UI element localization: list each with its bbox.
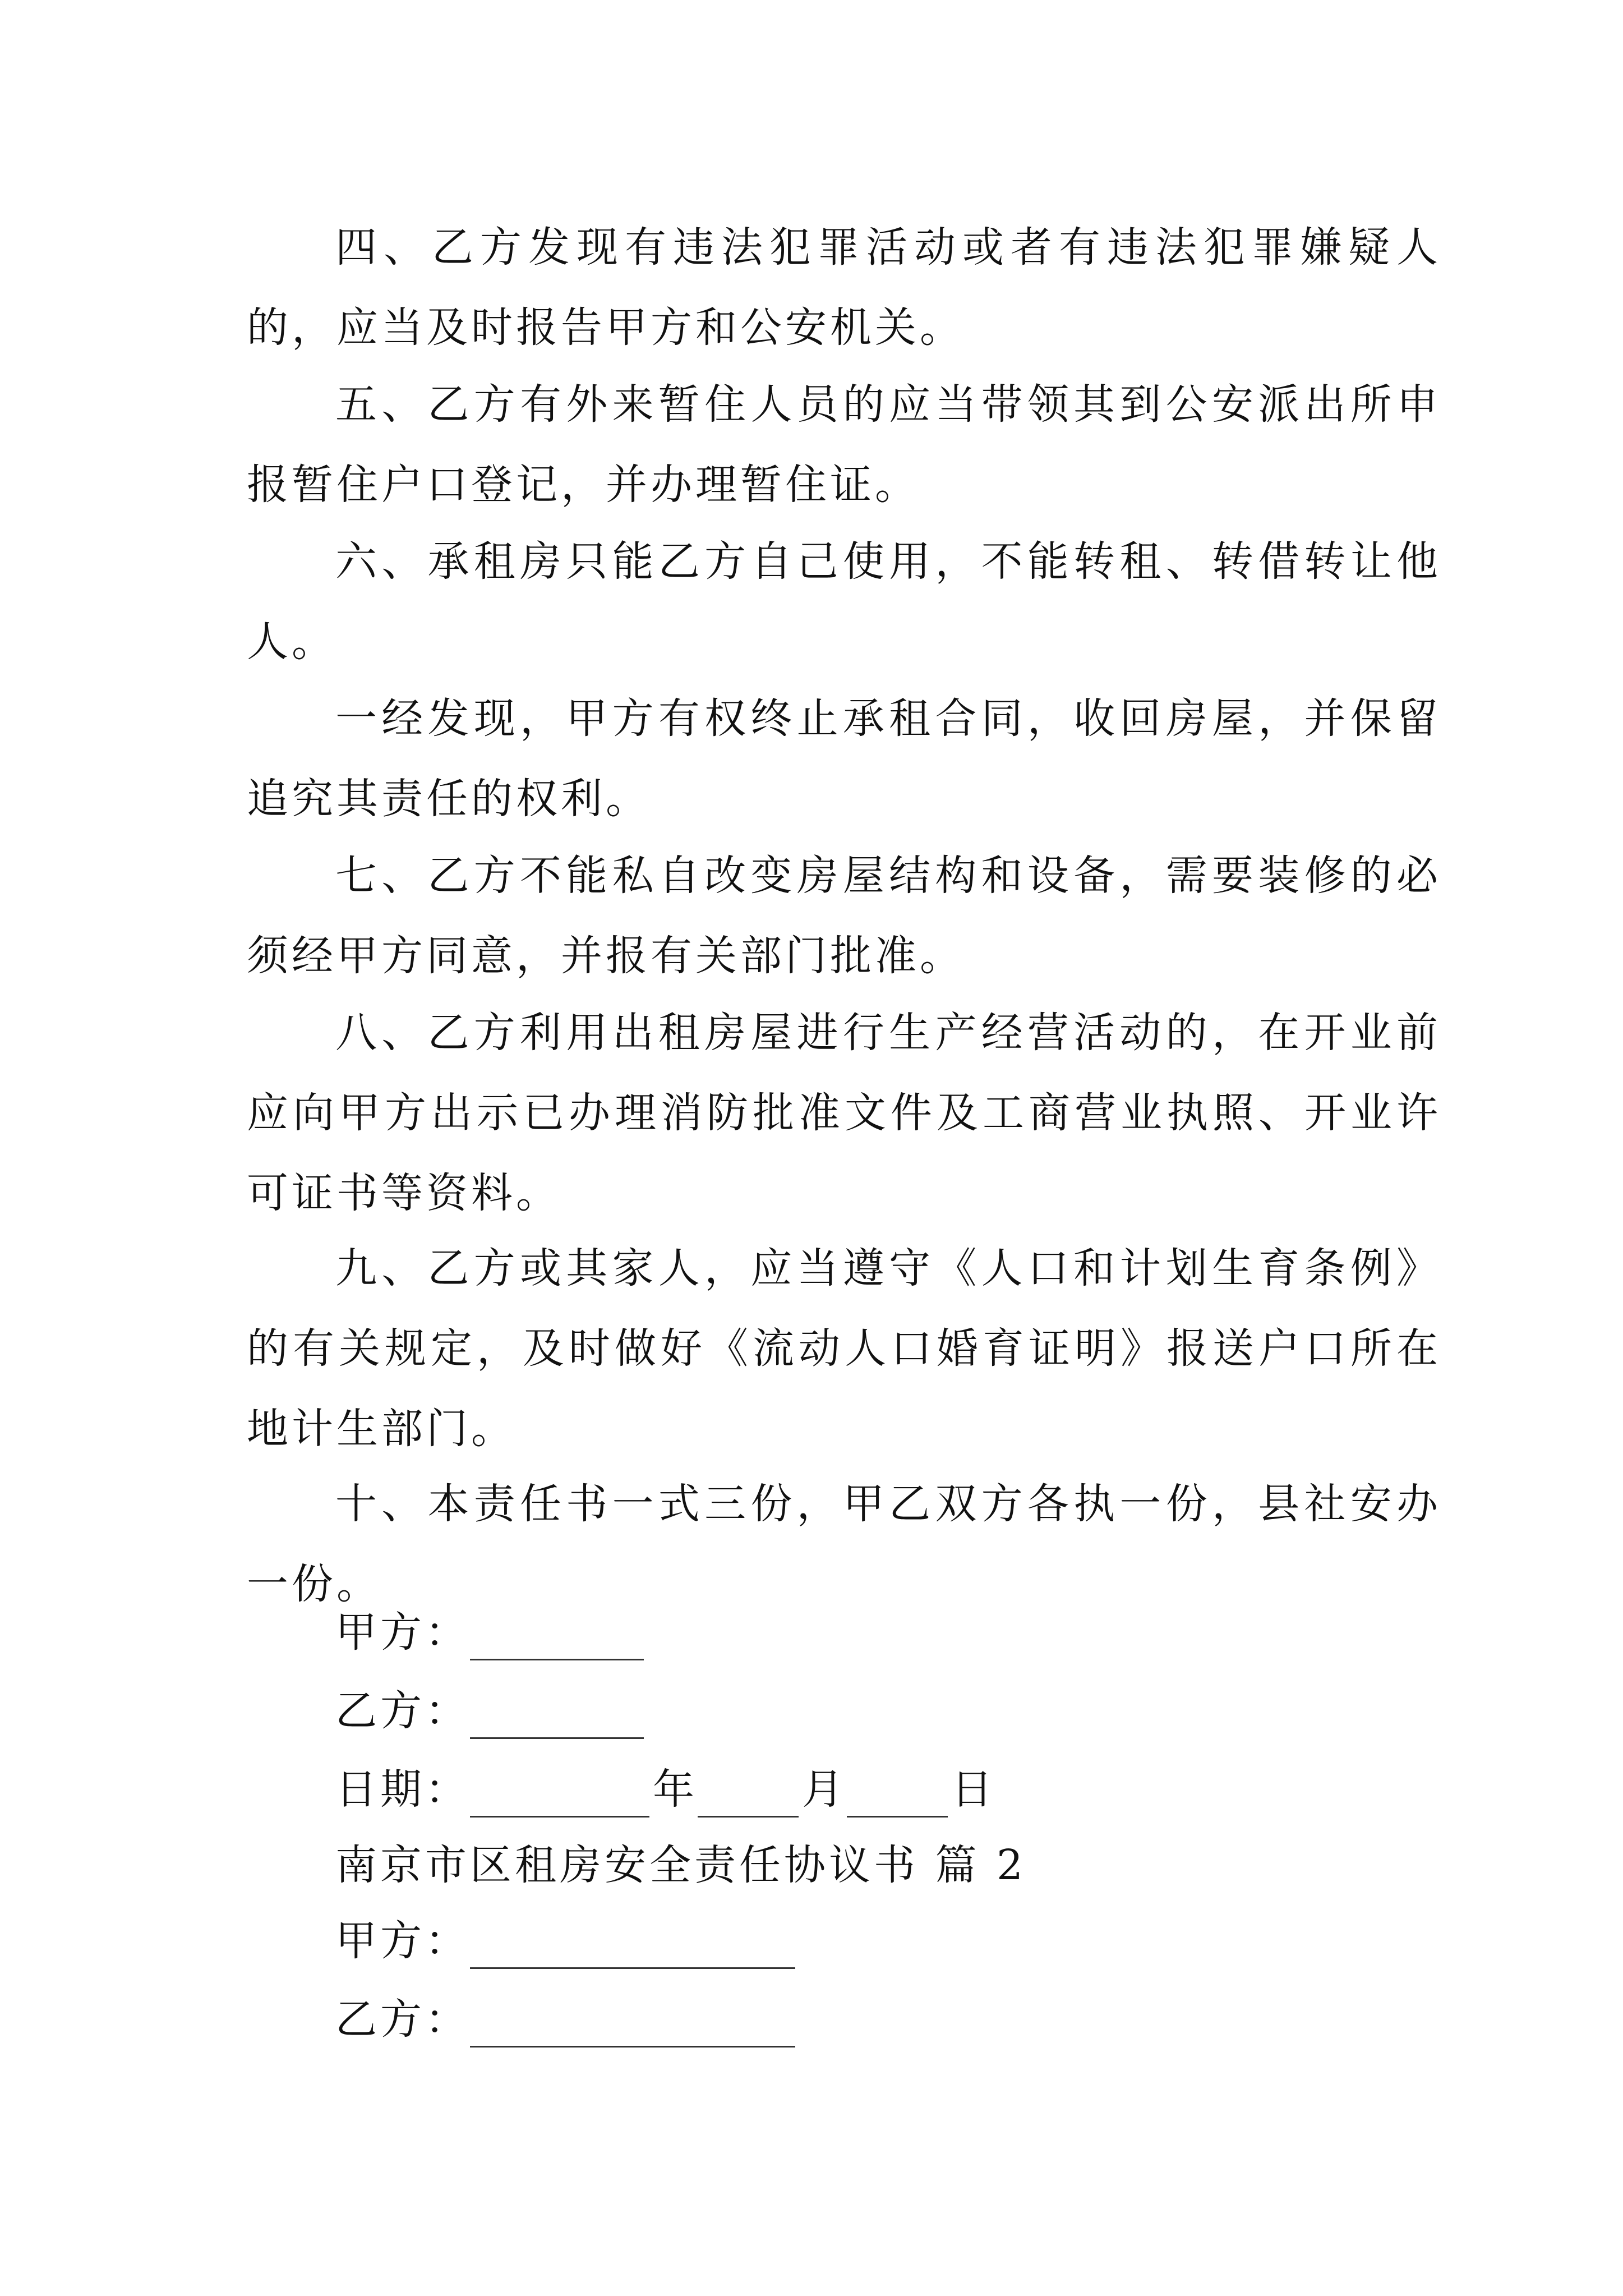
paragraph-clause-7: 七、乙方不能私自改变房屋结构和设备，需要装修的必须经甲方同意，并报有关部门批准。 — [247, 852, 1441, 980]
year-blank[interactable] — [470, 1774, 649, 1818]
party-a-label: 甲方： — [335, 1608, 470, 1657]
year-label: 年 — [653, 1765, 698, 1814]
section2-party-b-label: 乙方： — [335, 1995, 470, 2044]
day-blank[interactable] — [847, 1774, 948, 1818]
paragraph-clause-4: 四、乙方发现有违法犯罪活动或者有违法犯罪嫌疑人的，应当及时报告甲方和公安机关。 — [247, 223, 1441, 352]
paragraph-clause-8: 八、乙方利用出租房屋进行生产经营活动的，在开业前应向甲方出示已办理消防批准文件及工商营业执照、开业许可证书等资料。 — [247, 1009, 1441, 1217]
month-blank[interactable] — [698, 1774, 799, 1818]
section2-party-b-line — [335, 1991, 799, 2047]
party-a-blank[interactable] — [470, 1617, 644, 1660]
month-label: 月 — [802, 1765, 847, 1814]
section2-party-a-label: 甲方： — [335, 1917, 470, 1965]
paragraph-clause-9: 九、乙方或其家人，应当遵守《人口和计划生育条例》的有关规定，及时做好《流动人口婚育证明》报送户口所在地计生部门。 — [247, 1244, 1441, 1453]
section2-party-b-blank[interactable] — [470, 2004, 795, 2047]
date-line — [335, 1761, 996, 1818]
section2-party-a-blank[interactable] — [470, 1926, 795, 1969]
day-label: 日 — [951, 1765, 996, 1814]
section2-party-a-line — [335, 1913, 799, 1969]
party-b-signature-line — [335, 1683, 647, 1739]
paragraph-clause-6: 六、承租房只能乙方自己使用，不能转租、转借转让他人。 — [247, 537, 1441, 666]
paragraph-clause-6-note: 一经发现，甲方有权终止承租合同，收回房屋，并保留追究其责任的权利。 — [247, 694, 1441, 823]
party-b-label: 乙方： — [335, 1687, 470, 1735]
party-a-signature-line — [335, 1604, 647, 1660]
section-title: 南京市区租房安全责任协议书 篇 2 — [335, 1841, 1027, 1889]
paragraph-clause-10: 十、本责任书一式三份，甲乙双方各执一份，县社安办一份。 — [247, 1480, 1441, 1608]
party-b-blank[interactable] — [470, 1696, 644, 1739]
paragraph-clause-5: 五、乙方有外来暂住人员的应当带领其到公安派出所申报暂住户口登记，并办理暂住证。 — [247, 380, 1441, 509]
date-label: 日期： — [335, 1765, 470, 1814]
